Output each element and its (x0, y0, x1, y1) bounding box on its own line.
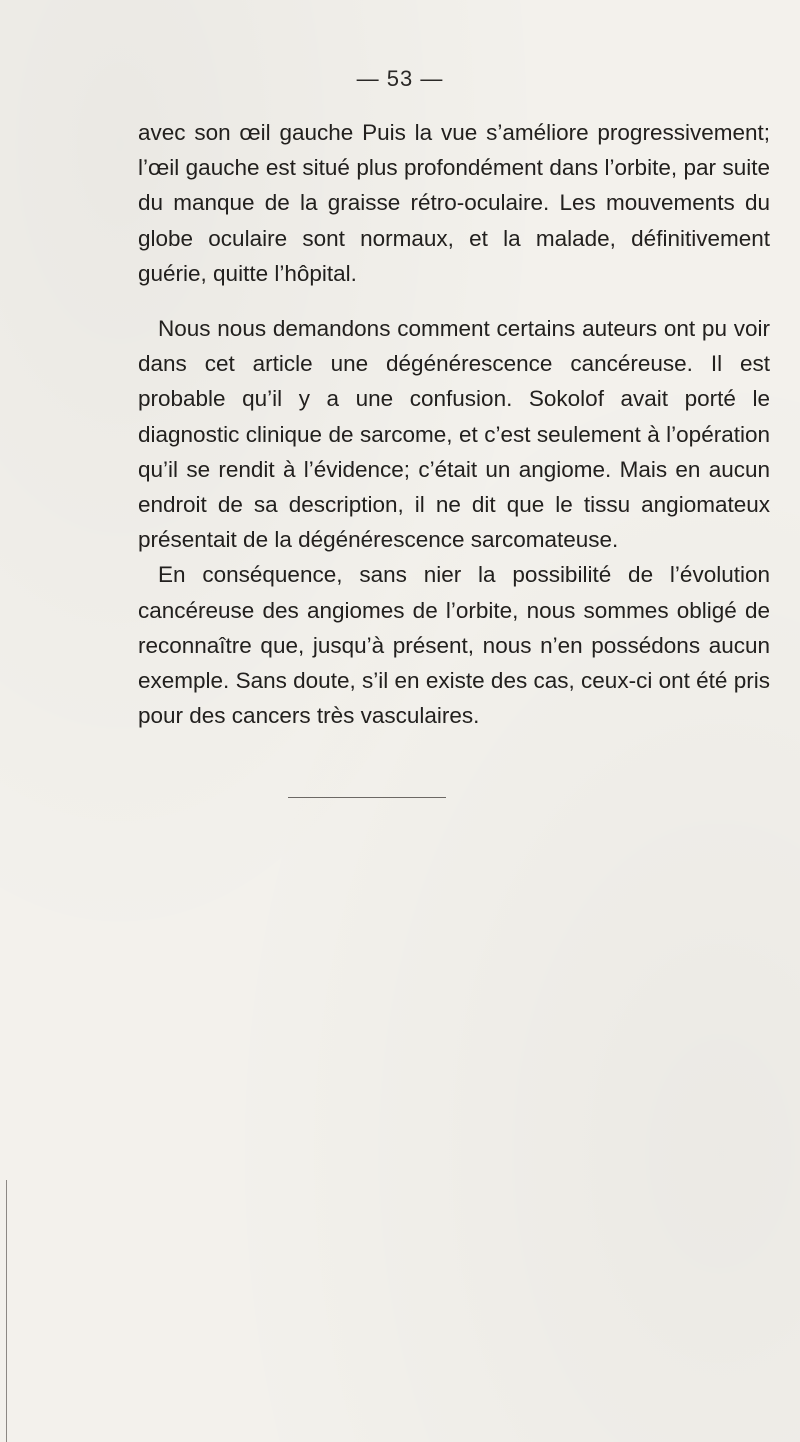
page-number: — 53 — (356, 66, 444, 91)
binding-edge (6, 1180, 7, 1442)
paragraph-1: avec son œil gauche Puis la vue s’améliore progressivement; l’œil gauche est situé plus profondément dans l’orbite, par suite du manque de la graisse rétro-oculaire. Les mouvements du globe oculaire sont normaux, et la malade, définitivement guérie, quitte l’hôpital. (138, 120, 770, 286)
footnote-rule (288, 797, 446, 798)
paragraph-2: Nous nous demandons comment certains auteurs ont pu voir dans cet article une dégénérescence cancéreuse. Il est probable qu’il y a une confusion. Sokolof avait porté le diagnostic clinique de sarcome, et c’est seulement à l’opération qu’il se rendit à l’évidence; c’était un angiome. Mais en aucun endroit de sa description, il ne dit que le tissu angiomateux présentait de la dégénérescence sarcomateuse. (138, 316, 770, 553)
body-text (138, 115, 770, 733)
paragraph-3: En conséquence, sans nier la possibilité de l’évolution cancéreuse des angiomes de l’orbite, nous sommes obligé de reconnaître que, jusqu’à présent, nous n’en possédons aucun exemple. Sans doute, s’il en existe des cas, ceux-ci ont été pris pour des cancers très vasculaires. (138, 562, 770, 729)
